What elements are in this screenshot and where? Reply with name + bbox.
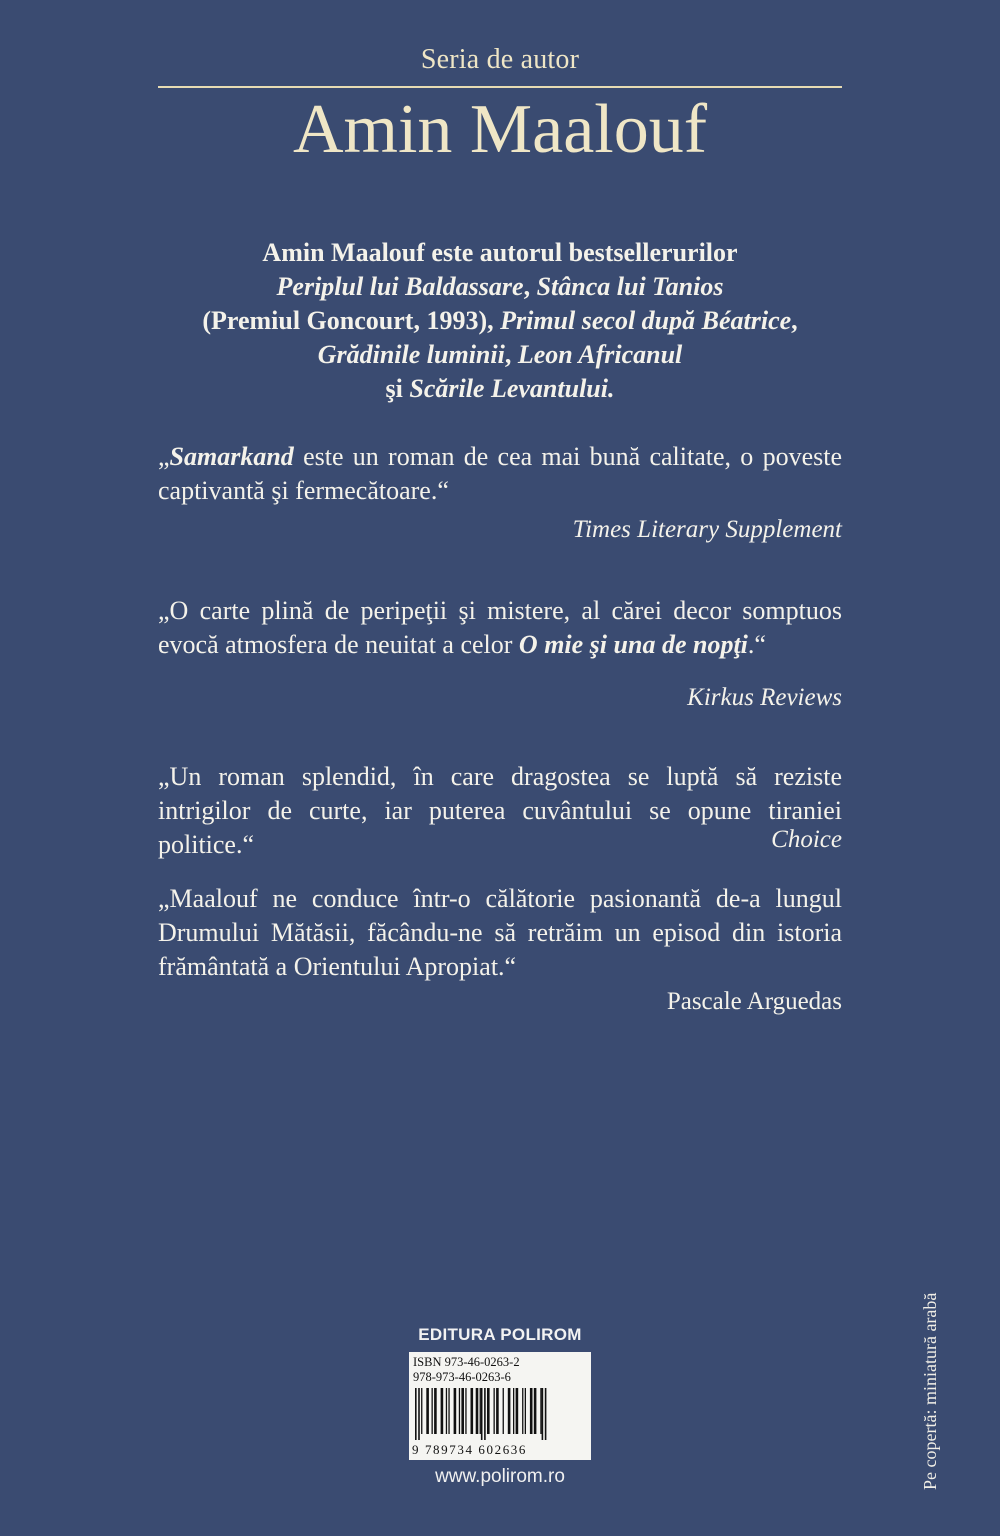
- publisher-name: EDITURA POLIROM: [418, 1325, 582, 1344]
- intro-title-5: Leon Africanul: [517, 340, 683, 369]
- intro-title-3: Primul secol după Béatrice: [500, 306, 792, 335]
- quote-tail: .“: [747, 630, 766, 659]
- isbn-barcode: [409, 1352, 591, 1460]
- quote-text: este un roman de cea mai bună calitate, o poveste captivantă şi fermecătoare.“: [158, 442, 842, 505]
- isbn-10: ISBN 973-46-0263-2: [413, 1355, 520, 1369]
- ean-digits: 9 789734 602636: [412, 1442, 527, 1457]
- review-quote-1: [158, 440, 842, 508]
- quote-emphasis: Samarkand: [169, 442, 294, 471]
- review-quote-2: [158, 594, 842, 662]
- header-divider: [158, 86, 842, 88]
- intro-and: şi: [385, 374, 403, 403]
- barcode-bars: [415, 1388, 585, 1440]
- quote-text: „Maalouf ne conduce într-o călătorie pasionantă de-a lungul Drumului Mătăsii, făcându-ne să retrăim un episod din istoria frământată a Orientului Apropiat.“: [158, 884, 842, 981]
- intro-prize: (Premiul Goncourt, 1993),: [202, 306, 494, 335]
- publisher-website: www.polirom.ro: [435, 1466, 565, 1487]
- review-quote-3: [158, 760, 842, 862]
- quote-open-mark: „: [158, 442, 170, 471]
- author-name: Amin Maalouf: [292, 91, 708, 168]
- intro-title-6: Scările Levantului: [409, 374, 608, 403]
- review-source-3: Choice: [771, 826, 842, 853]
- intro-title-4: Grădinile luminii: [317, 340, 505, 369]
- review-quote-4: [158, 882, 842, 984]
- intro-end: .: [607, 374, 615, 403]
- intro-title-2: Stânca lui Tanios: [536, 272, 724, 301]
- cover-credit: Pe copertă: miniatură arabă: [920, 1292, 940, 1490]
- quote-text: „O carte plină de peripeţii şi mistere, al cărei decor somptuos evocă atmosfera de neuitat a celor: [158, 596, 842, 659]
- intro-title-1: Periplul lui Baldassare: [276, 272, 524, 301]
- series-label: Seria de autor: [420, 44, 580, 75]
- quote-emphasis: O mie şi una de nopţi: [518, 630, 748, 659]
- quote-text: „Un roman splendid, în care dragostea se luptă să reziste intrigilor de curte, iar puterea cuvântului se opune tiraniei politice.“: [158, 762, 842, 859]
- review-source-2: Kirkus Reviews: [687, 684, 842, 711]
- review-source-1: Times Literary Supplement: [572, 516, 842, 543]
- review-source-4: Pascale Arguedas: [666, 988, 842, 1015]
- intro-lead: Amin Maalouf este autorul bestsellerurilor: [262, 238, 738, 267]
- author-intro: Amin Maalouf este autorul bestsellerurilor Periplul lui Baldassare, Stânca lui Tanios (Premiul Goncourt, 1993), Primul secol după Béatrice, Grădinile luminii, Leon Africanul şi Scările Levantului.: [202, 238, 798, 403]
- isbn-13: 978-973-46-0263-6: [413, 1370, 511, 1384]
